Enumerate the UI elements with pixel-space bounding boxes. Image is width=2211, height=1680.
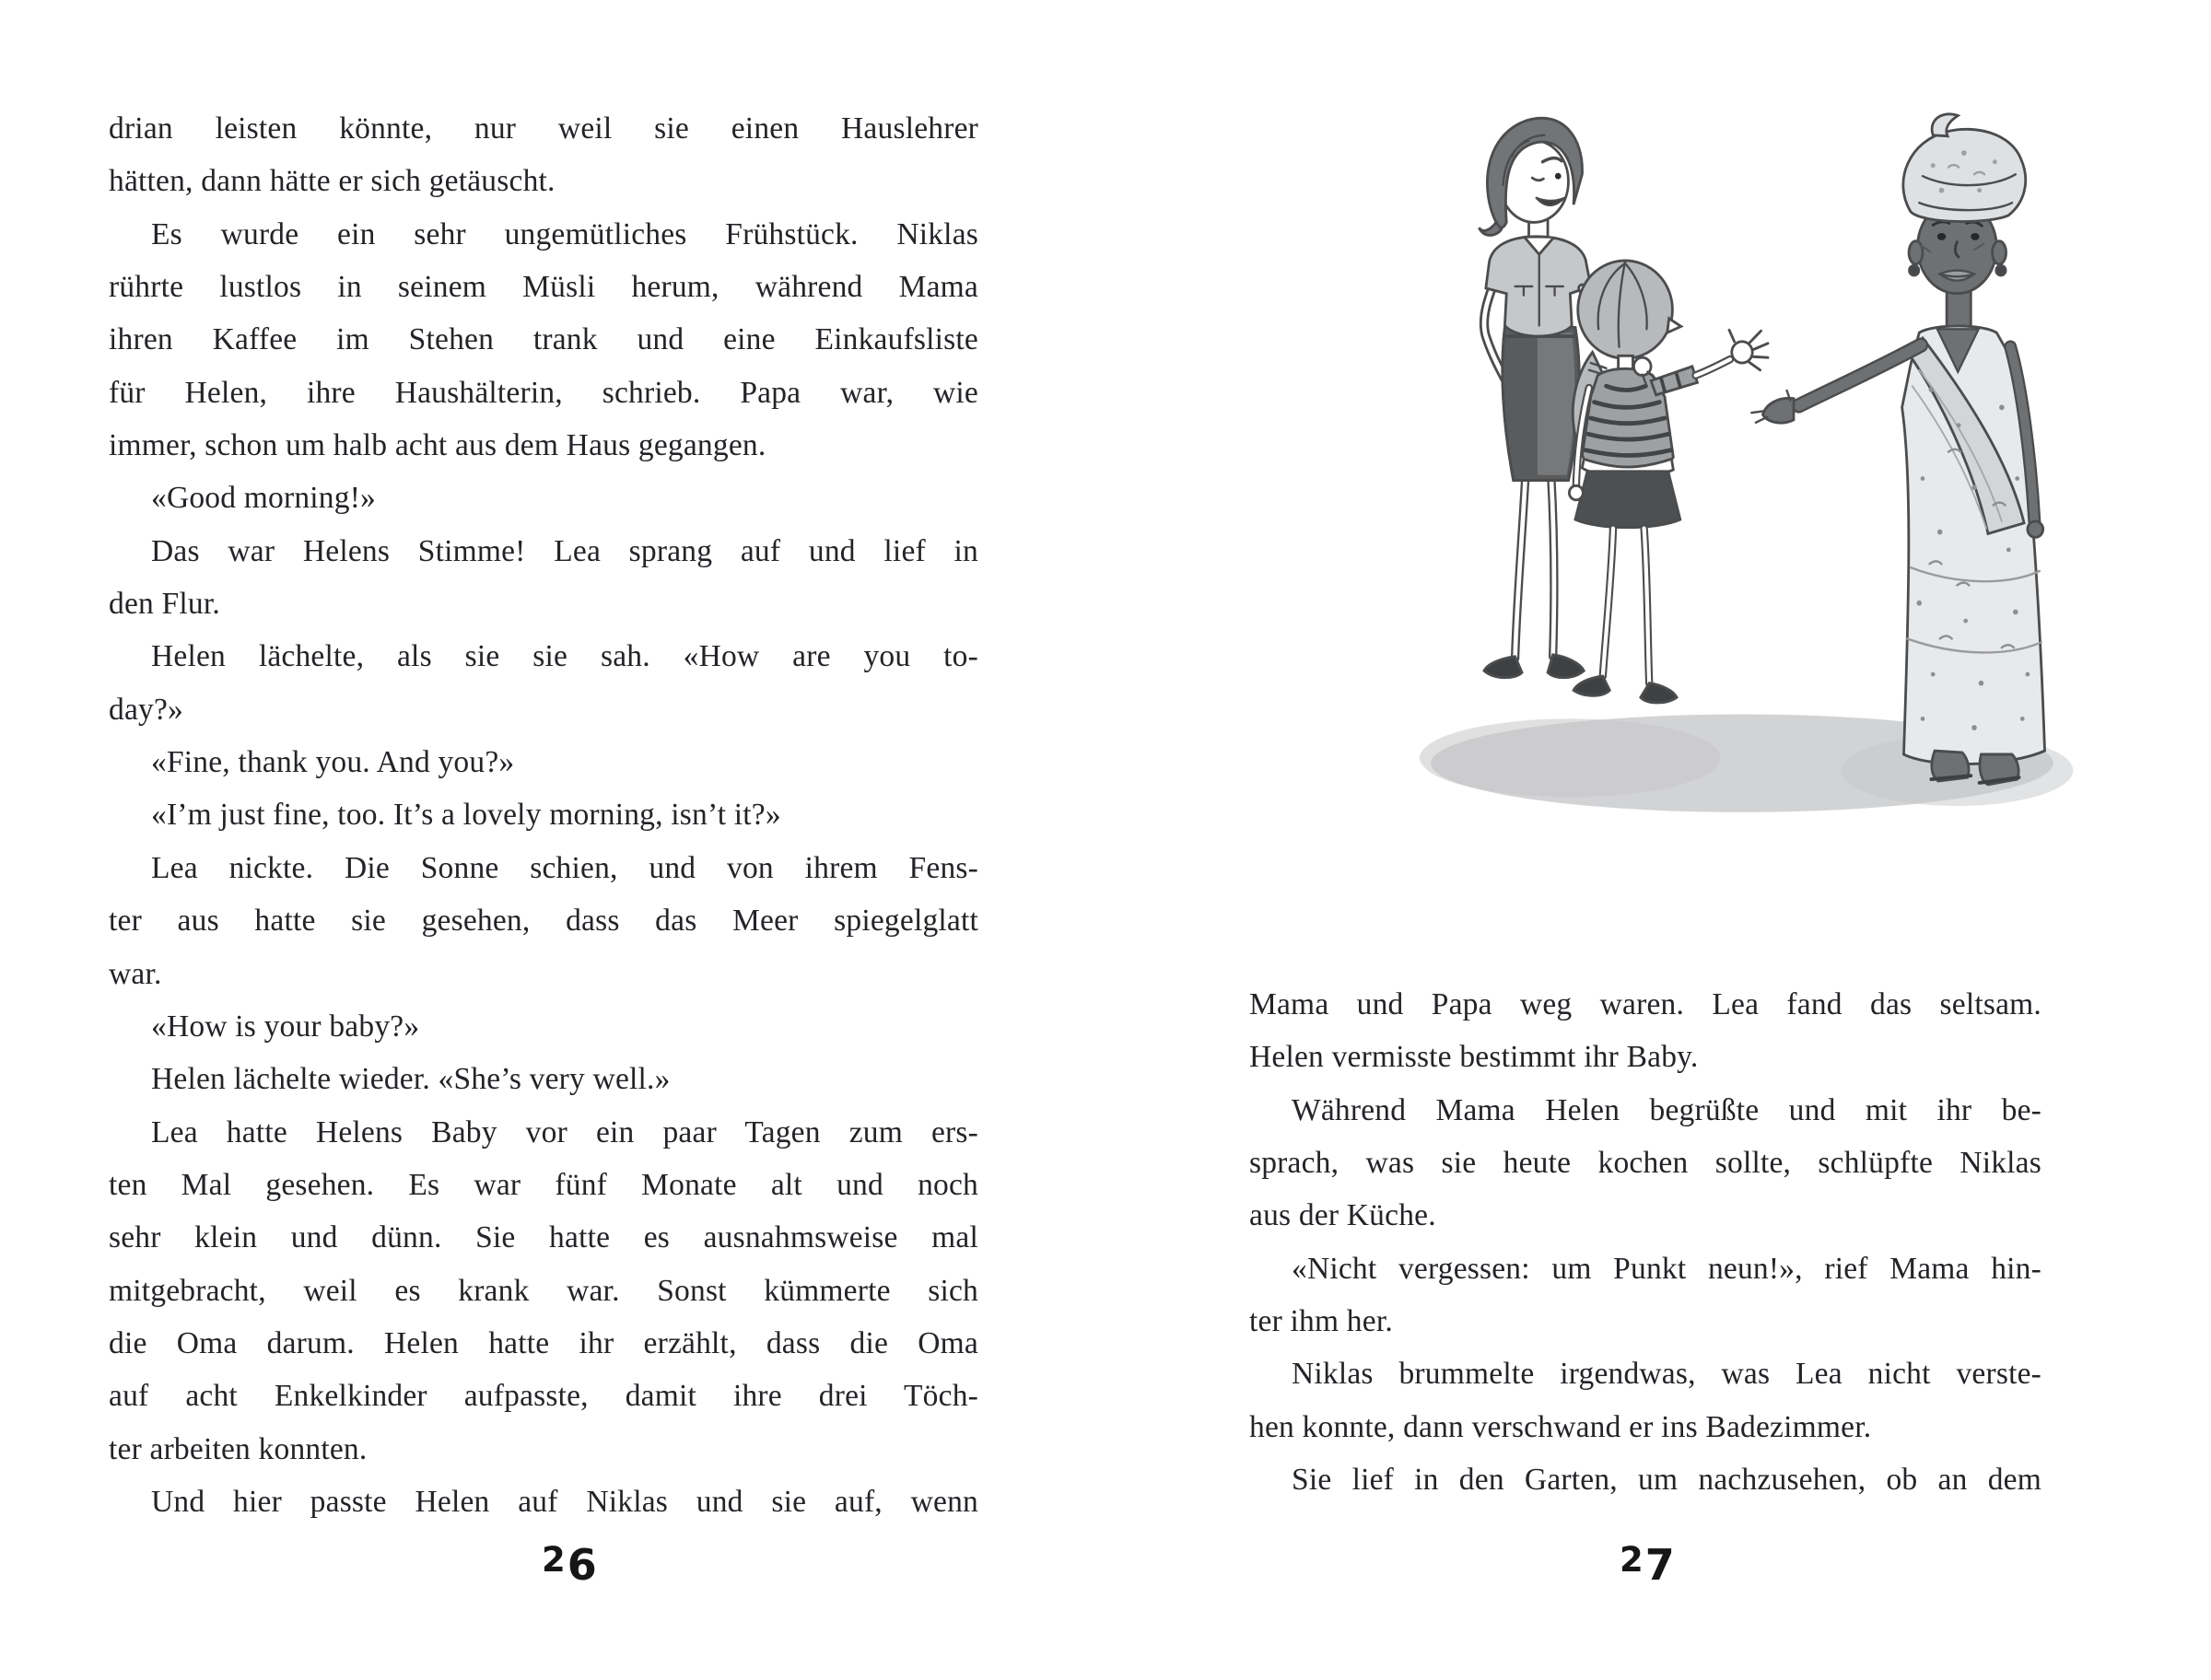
helen-figure xyxy=(1751,114,2044,785)
lea-figure xyxy=(1569,261,1768,703)
text-line: die Oma darum. Helen hatte ihr erzählt, dass die Oma xyxy=(109,1325,978,1360)
right-page-text xyxy=(1249,978,2041,1506)
text-line: «I’m just fine, too. It’s a lovely morning, isn’t it?» xyxy=(151,798,781,833)
text-line: hätten, dann hätte er sich getäuscht. xyxy=(109,164,556,199)
text-line: ter aus hatte sie gesehen, dass das Meer spiegelglatt xyxy=(109,904,978,939)
text-line: «Nicht vergessen: um Punkt neun!», rief Mama hin- xyxy=(1292,1251,2041,1286)
text-line: Mama und Papa weg waren. Lea fand das seltsam. xyxy=(1249,987,2041,1021)
text-line: Helen vermisste bestimmt ihr Baby. xyxy=(1249,1040,1699,1075)
text-line: aus der Küche. xyxy=(1249,1198,1436,1233)
text-line: ten Mal gesehen. Es war fünf Monate alt und noch xyxy=(109,1167,978,1202)
text-line: «Fine, thank you. And you?» xyxy=(151,745,515,780)
text-line: Helen lächelte, als sie sie sah. «How are you to- xyxy=(151,639,978,674)
text-line: den Flur. xyxy=(109,587,220,622)
text-line: immer, schon um halb acht aus dem Haus gegangen. xyxy=(109,428,766,463)
text-line: Lea nickte. Die Sonne schien, und von ihrem Fens- xyxy=(151,850,978,885)
text-line: drian leisten könnte, nur weil sie einen Hauslehrer xyxy=(109,111,978,146)
text-line: Und hier passte Helen auf Niklas und sie auf, wenn xyxy=(151,1484,978,1519)
text-line: mitgebracht, weil es krank war. Sonst kümmerte sich xyxy=(109,1273,978,1308)
text-line: war. xyxy=(109,956,162,991)
page-number-right: 27 xyxy=(1620,1540,1677,1590)
text-line: Das war Helens Stimme! Lea sprang auf und lief in xyxy=(151,533,978,568)
text-line: sprach, was sie heute kochen sollte, schlüpfte Niklas xyxy=(1249,1146,2041,1181)
text-line: Sie lief in den Garten, um nachzusehen, ob an dem xyxy=(1292,1463,2041,1498)
text-line: hen konnte, dann verschwand er ins Badezimmer. xyxy=(1249,1409,1872,1444)
text-line: ter ihm her. xyxy=(1249,1304,1393,1339)
text-line: «Good morning!» xyxy=(151,481,376,516)
text-line: auf acht Enkelkinder aufpasste, damit ihre drei Töch- xyxy=(109,1379,978,1414)
book-illustration xyxy=(1407,103,2077,833)
text-line: Lea hatte Helens Baby vor ein paar Tagen zum ers- xyxy=(151,1114,978,1149)
text-line: Während Mama Helen begrüßte und mit ihr be- xyxy=(1292,1092,2041,1127)
text-line: day?» xyxy=(109,692,183,727)
text-line: «How is your baby?» xyxy=(151,1009,420,1044)
text-line: für Helen, ihre Haushälterin, schrieb. Papa war, wie xyxy=(109,375,978,410)
text-line: sehr klein und dünn. Sie hatte es ausnahmsweise mal xyxy=(109,1220,978,1255)
text-line: Es wurde ein sehr ungemütliches Frühstück. Niklas xyxy=(151,216,978,251)
page-number-left: 26 xyxy=(542,1540,599,1590)
text-line: ihren Kaffee im Stehen trank und eine Einkaufsliste xyxy=(109,322,978,357)
left-page-text xyxy=(109,102,978,1528)
text-line: ter arbeiten konnten. xyxy=(109,1431,368,1466)
text-line: rührte lustlos in seinem Müsli herum, während Mama xyxy=(109,270,978,305)
text-line: Niklas brummelte irgendwas, was Lea nicht verste- xyxy=(1292,1357,2041,1392)
text-line: Helen lächelte wieder. «She’s very well.» xyxy=(151,1062,671,1097)
illustration-three-figures xyxy=(1407,103,2077,833)
